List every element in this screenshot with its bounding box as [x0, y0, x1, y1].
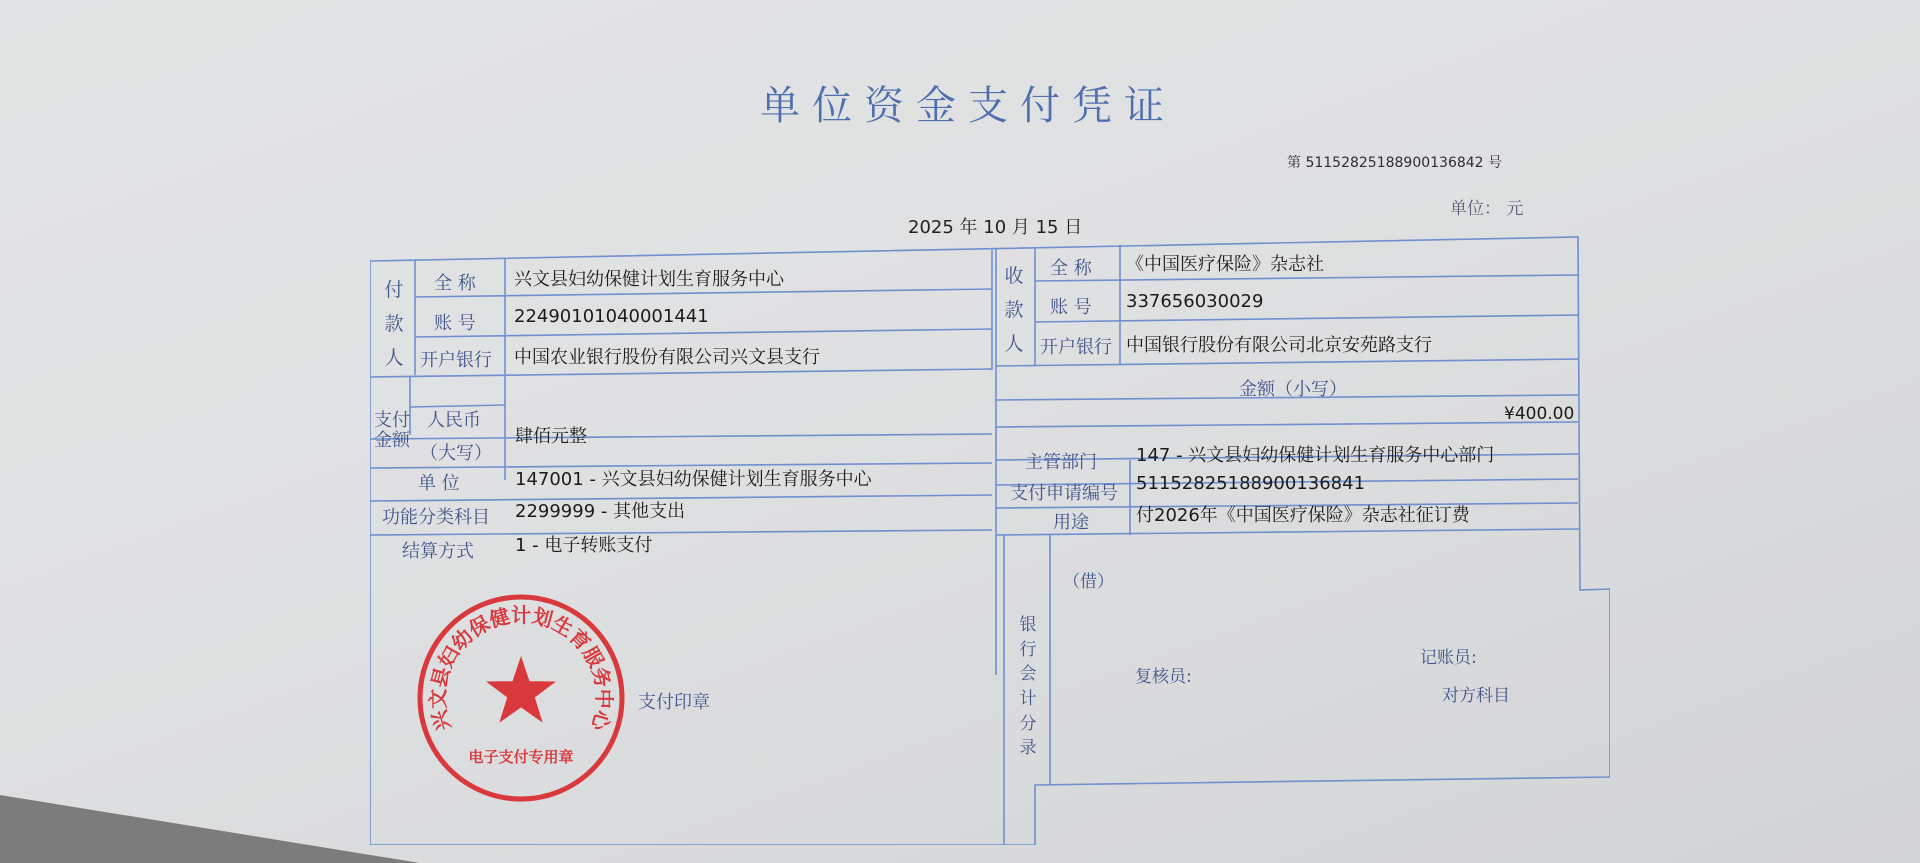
rmb-label: 人民币 [427, 410, 481, 431]
payer-bank-value: 中国农业银行股份有限公司兴文县支行 [514, 347, 820, 368]
lower-amount-label: 金额（小写） [1239, 379, 1347, 400]
document-title: 单位资金支付凭证 [760, 83, 1176, 129]
payee-account-value: 337656030029 [1126, 291, 1264, 312]
upper-amount-value: 肆佰元整 [515, 426, 587, 447]
upper-amount-label: （大写） [420, 443, 492, 464]
settle-label: 结算方式 [402, 541, 474, 562]
bookkeeper-label: 记账员: [1420, 648, 1477, 668]
payee-section-label: 收款人 [1004, 265, 1024, 356]
currency-unit: 单位： 元 [1450, 199, 1524, 219]
pay-amount-label: 支付 金额 [374, 410, 410, 451]
settle-value: 1 - 电子转账支付 [515, 535, 653, 556]
dept-label: 主管部门 [1025, 452, 1097, 473]
apply-value: 51152825188900136841 [1136, 473, 1366, 494]
payer-name-label: 全 称 [434, 273, 476, 294]
seal-arc-text: 兴文县妇幼保健计划生育服务中心 [425, 603, 617, 734]
payer-account-label: 账 号 [434, 313, 476, 334]
apply-label: 支付申请编号 [1010, 483, 1118, 504]
unit-value: 147001 - 兴文县妇幼保健计划生育服务中心 [515, 469, 872, 490]
function-label: 功能分类科目 [382, 507, 490, 528]
reviewer-label: 复核员: [1135, 667, 1192, 687]
payee-account-label: 账 号 [1050, 297, 1092, 318]
purpose-value: 付2026年《中国医疗保险》杂志社征订费 [1136, 505, 1470, 526]
electronic-payment-seal [413, 590, 629, 806]
payer-name-value: 兴文县妇幼保健计划生育服务中心 [514, 269, 784, 290]
lower-amount-value: ¥400.00 [1504, 404, 1575, 424]
payee-bank-label: 开户银行 [1040, 337, 1112, 358]
seal-subtitle: 电子支付专用章 [468, 748, 574, 766]
payee-name-value: 《中国医疗保险》杂志社 [1126, 254, 1324, 275]
bank-accounting-label: 银行会计分录 [1019, 615, 1037, 759]
payer-account-value: 22490101040001441 [514, 306, 709, 327]
unit-label: 单 位 [418, 473, 460, 494]
payee-bank-value: 中国银行股份有限公司北京安苑路支行 [1126, 335, 1432, 356]
star-icon [486, 656, 556, 723]
payer-section-label: 付款人 [384, 279, 404, 370]
seal-caption: 支付印章 [638, 692, 710, 713]
function-value: 2299999 - 其他支出 [515, 501, 686, 522]
dept-value: 147 - 兴文县妇幼保健计划生育服务中心部门 [1136, 445, 1495, 466]
voucher-number: 第 51152825188900136842 号 [1287, 155, 1503, 171]
payer-bank-label: 开户银行 [420, 350, 492, 371]
voucher-date: 2025 年 10 月 15 日 [908, 217, 1083, 238]
debit-label: （借） [1063, 572, 1114, 592]
voucher-form [370, 225, 1610, 845]
counter-account-label: 对方科目 [1442, 686, 1510, 706]
purpose-label: 用途 [1053, 512, 1089, 533]
payee-name-label: 全 称 [1050, 258, 1092, 279]
